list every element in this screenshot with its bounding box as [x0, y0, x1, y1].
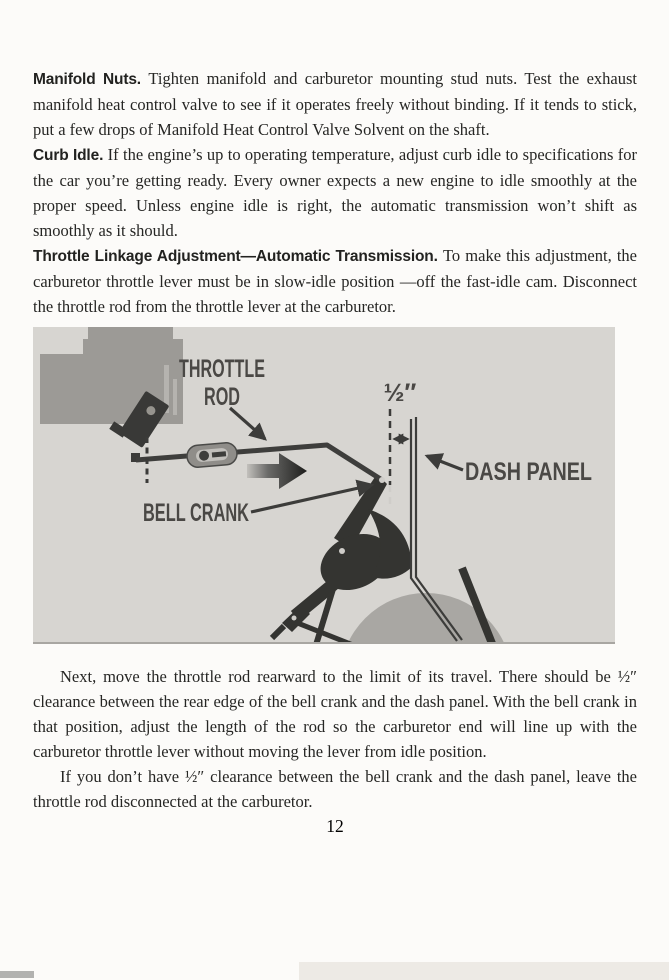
dash-panel-label: DASH PANEL: [465, 458, 592, 486]
paragraph-text: If you don’t have ½″ clearance between the bell crank and the dash panel, leave the throttle rod disconnected at the carburetor.: [33, 767, 637, 811]
paragraph-curb-idle: [33, 142, 637, 243]
throttle-rod-label-line1: THROTTLE: [179, 355, 265, 383]
paragraph-throttle-linkage: [33, 243, 637, 319]
heading-curb-idle: Curb Idle.: [33, 147, 108, 164]
paragraph-text: Tighten manifold and carburetor mounting stud nuts. Test the exhaust manifold heat control valve to see if it operates freely without binding. If it tends to stick, put a few drops of Manifold Heat Control Valve Solvent on the shaft.: [33, 69, 637, 139]
paragraph-manifold-nuts: [33, 66, 637, 142]
paragraph-no-clearance: [33, 764, 637, 814]
heading-manifold-nuts: Manifold Nuts.: [33, 71, 149, 88]
turnbuckle: [186, 442, 238, 468]
page-number: 12: [326, 816, 344, 836]
throttle-rod-label-line2: ROD: [204, 383, 240, 411]
paragraph-text: To make this adjustment, the carburetor throttle lever must be in slow-idle position —off the fast-idle cam. Disconnect the throttle rod from the throttle lever at the carburetor.: [33, 246, 637, 316]
paragraph-text: Next, move the throttle rod rearward to the limit of its travel. There should be ½″ clearance between the rear edge of the bell crank and the dash panel. With the bell crank in that position, adjust the length of the rod so the carburetor end will line up with the carburetor throttle lever without moving the lever from idle position.: [33, 667, 637, 761]
figure-throttle-linkage-diagram: [33, 327, 615, 644]
paragraph-text: If the engine’s up to operating temperature, adjust curb idle to specifications for the car you’re getting ready. Every owner expects a new engine to idle smoothly at the proper speed. Unless engine idle is right, the automatic transmission won’t shift as smoothly as it should.: [33, 145, 637, 240]
scan-artifact-smudge: [0, 971, 34, 978]
heading-throttle-linkage: Throttle Linkage Adjustment—Automatic Transmission.: [33, 248, 443, 265]
clearance-label: ½″: [383, 379, 417, 407]
page-content: [33, 66, 637, 837]
paragraph-next-move: [33, 664, 637, 764]
scan-artifact-band: [299, 962, 669, 980]
bell-crank-label: BELL CRANK: [143, 499, 249, 527]
